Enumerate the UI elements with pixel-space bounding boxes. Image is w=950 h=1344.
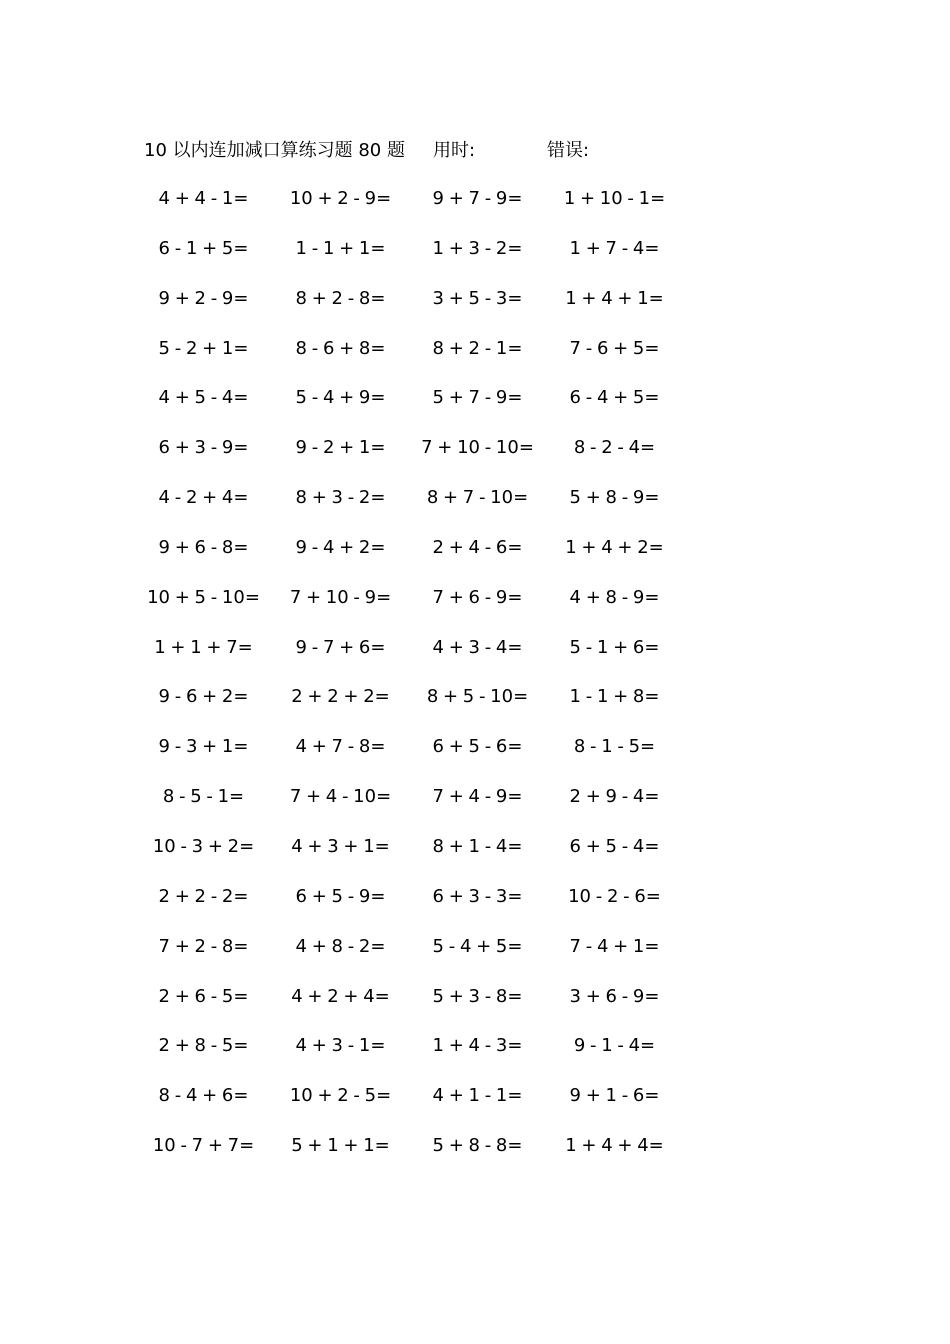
arithmetic-problem: 1 + 4 + 2= (565, 536, 664, 558)
arithmetic-problem: 7 + 10 - 9= (289, 586, 392, 608)
arithmetic-problem: 6 - 1 + 5= (158, 237, 249, 259)
arithmetic-problem: 2 + 9 - 4= (569, 786, 660, 808)
arithmetic-problem: 1 + 3 - 2= (432, 237, 523, 259)
arithmetic-problem: 1 + 1 + 7= (154, 636, 253, 658)
arithmetic-problem: 5 - 1 + 6= (569, 636, 660, 658)
arithmetic-problem: 1 - 1 + 8= (569, 686, 660, 708)
arithmetic-problem: 4 - 2 + 4= (158, 487, 249, 509)
arithmetic-problem: 5 - 2 + 1= (158, 337, 249, 359)
arithmetic-problem: 1 + 7 - 4= (569, 237, 660, 259)
arithmetic-problem: 10 - 7 + 7= (152, 1135, 255, 1157)
arithmetic-problem: 2 + 2 - 2= (158, 885, 249, 907)
arithmetic-problem: 5 - 4 + 9= (295, 387, 386, 409)
arithmetic-problem: 2 + 6 - 5= (158, 985, 249, 1007)
worksheet-title: 10 以内连加减口算练习题 80 题 (144, 140, 405, 161)
arithmetic-problem: 4 + 3 - 4= (432, 636, 523, 658)
arithmetic-problem: 8 + 1 - 4= (432, 835, 523, 857)
arithmetic-problem: 9 - 3 + 1= (158, 736, 249, 758)
arithmetic-problem: 4 + 4 - 1= (158, 188, 249, 209)
arithmetic-problem: 7 + 4 - 10= (289, 786, 392, 808)
arithmetic-problem: 9 - 4 + 2= (295, 536, 386, 558)
arithmetic-problem: 3 + 5 - 3= (432, 287, 523, 309)
arithmetic-problem: 10 + 2 - 5= (289, 1085, 392, 1107)
arithmetic-problem: 5 + 7 - 9= (432, 387, 523, 409)
arithmetic-problem: 7 + 2 - 8= (158, 935, 249, 957)
arithmetic-problem: 5 - 4 + 5= (432, 935, 523, 957)
arithmetic-problem: 2 + 8 - 5= (158, 1035, 249, 1057)
arithmetic-problem: 5 + 1 + 1= (291, 1135, 390, 1157)
arithmetic-problem: 8 - 1 - 5= (573, 736, 656, 758)
problem-grid (135, 185, 687, 1182)
arithmetic-problem: 6 + 5 - 4= (569, 835, 660, 857)
arithmetic-problem: 8 + 2 - 8= (295, 287, 386, 309)
error-count-label: 错误: (547, 140, 590, 161)
arithmetic-problem: 10 - 3 + 2= (152, 835, 255, 857)
arithmetic-problem: 5 + 8 - 9= (569, 487, 660, 509)
arithmetic-problem: 2 + 2 + 2= (291, 686, 390, 708)
arithmetic-problem: 4 + 2 + 4= (291, 985, 390, 1007)
arithmetic-problem: 1 + 4 + 1= (565, 287, 664, 309)
worksheet-header (0, 138, 950, 164)
arithmetic-problem: 8 + 3 - 2= (295, 487, 386, 509)
arithmetic-problem: 6 + 3 - 3= (432, 885, 523, 907)
arithmetic-problem: 9 + 2 - 9= (158, 287, 249, 309)
arithmetic-problem: 10 + 5 - 10= (147, 586, 260, 608)
arithmetic-problem: 1 - 1 + 1= (295, 237, 386, 259)
arithmetic-problem: 4 + 3 - 1= (295, 1035, 386, 1057)
arithmetic-problem: 6 + 5 - 6= (432, 736, 523, 758)
arithmetic-problem: 4 + 3 + 1= (291, 835, 390, 857)
arithmetic-problem: 8 - 5 - 1= (162, 786, 245, 808)
arithmetic-problem: 4 + 5 - 4= (158, 387, 249, 409)
arithmetic-problem: 4 + 1 - 1= (432, 1085, 523, 1107)
arithmetic-problem: 7 + 4 - 9= (432, 786, 523, 808)
arithmetic-problem: 4 + 8 - 2= (295, 935, 386, 957)
arithmetic-problem: 6 + 5 - 9= (295, 885, 386, 907)
arithmetic-problem: 4 + 8 - 9= (569, 586, 660, 608)
arithmetic-problem: 9 + 1 - 6= (569, 1085, 660, 1107)
arithmetic-problem: 9 - 7 + 6= (295, 636, 386, 658)
arithmetic-problem: 7 - 6 + 5= (569, 337, 660, 359)
arithmetic-problem: 8 + 5 - 10= (426, 686, 529, 708)
arithmetic-problem: 9 - 2 + 1= (295, 437, 386, 459)
arithmetic-problem: 5 + 3 - 8= (432, 985, 523, 1007)
arithmetic-problem: 8 + 7 - 10= (426, 487, 529, 509)
arithmetic-problem: 1 + 4 + 4= (565, 1135, 664, 1157)
time-used-label: 用时: (433, 140, 476, 161)
arithmetic-problem: 5 + 8 - 8= (432, 1135, 523, 1157)
arithmetic-problem: 7 + 6 - 9= (432, 586, 523, 608)
arithmetic-problem: 1 + 10 - 1= (563, 188, 666, 209)
arithmetic-problem: 9 + 6 - 8= (158, 536, 249, 558)
arithmetic-problem: 6 + 3 - 9= (158, 437, 249, 459)
arithmetic-problem: 9 - 6 + 2= (158, 686, 249, 708)
arithmetic-problem: 2 + 4 - 6= (432, 536, 523, 558)
arithmetic-problem: 8 - 6 + 8= (295, 337, 386, 359)
arithmetic-problem: 3 + 6 - 9= (569, 985, 660, 1007)
arithmetic-problem: 7 + 10 - 10= (421, 437, 534, 459)
arithmetic-problem: 8 - 4 + 6= (158, 1085, 249, 1107)
arithmetic-problem: 9 + 7 - 9= (432, 188, 523, 209)
arithmetic-problem: 6 - 4 + 5= (569, 387, 660, 409)
arithmetic-problem: 10 - 2 - 6= (568, 885, 661, 907)
arithmetic-problem: 4 + 7 - 8= (295, 736, 386, 758)
arithmetic-problem: 8 - 2 - 4= (573, 437, 656, 459)
arithmetic-problem: 9 - 1 - 4= (573, 1035, 656, 1057)
arithmetic-problem: 7 - 4 + 1= (569, 935, 660, 957)
arithmetic-problem: 1 + 4 - 3= (432, 1035, 523, 1057)
arithmetic-problem: 8 + 2 - 1= (432, 337, 523, 359)
arithmetic-problem: 10 + 2 - 9= (289, 188, 392, 209)
